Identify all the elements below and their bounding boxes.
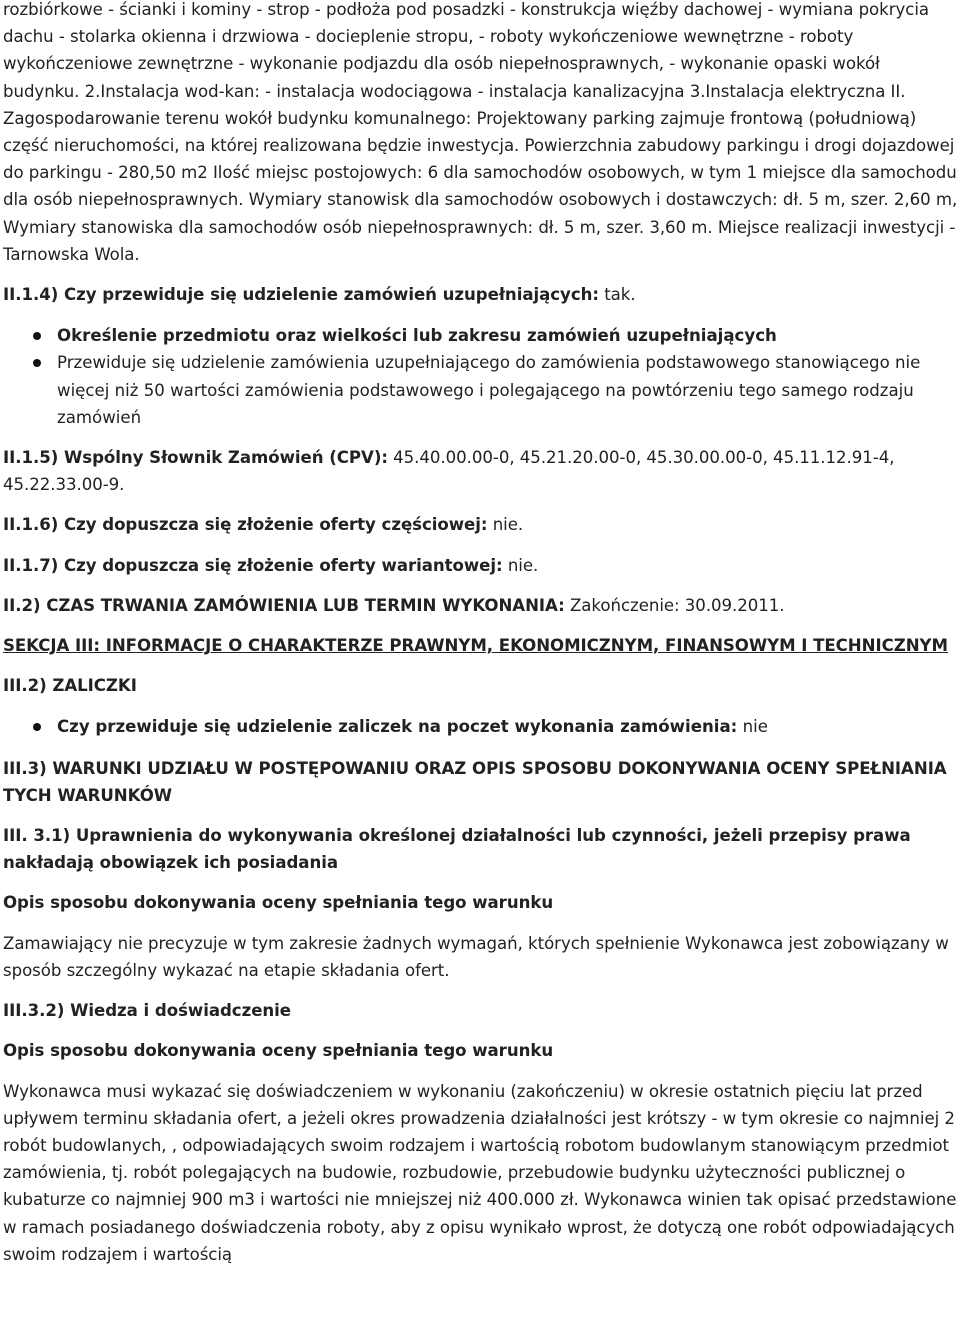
section-ii-1-4-label: II.1.4) Czy przewiduje się udzielenie zamówień uzupełniających: (3, 285, 599, 305)
bullet-icon (33, 332, 41, 340)
bullet-icon (33, 359, 41, 367)
section-ii-1-7-label: II.1.7) Czy dopuszcza się złożenie oferty wariantowej: (3, 555, 503, 575)
section-ii-1-5-value: 45.40.00.00-0, 45.21.20.00-0, 45.30.00.00-0, 45.11.12.91-4, 45.22.33.00-9. (3, 448, 895, 495)
section-ii-1-4-value: tak. (604, 285, 636, 305)
section-ii-1-5 (3, 444, 960, 498)
section-iii-title: SEKCJA III: INFORMACJE O CHARAKTERZE PRAWNYM, EKONOMICZNYM, FINANSOWYM I TECHNICZNYM (3, 636, 948, 656)
supplementary-text: Przewiduje się udzielenie zamówienia uzupełniającego do zamówienia podstawowego stanowiącego nie więcej niż 50 wartości zamówienia podstawowego i polegającego na powtórzeniu tego samego rodzaju zamówień (57, 353, 921, 427)
list-item (57, 322, 960, 349)
section-iii-3-1-heading: III. 3.1) Uprawnienia do wykonywania określonej działalności lub czynności, jeżeli przepisy prawa nakładają obowiązek ich posiadania (3, 826, 911, 873)
section-ii-1-4 (3, 281, 960, 308)
section-ii-2-value: Zakończenie: 30.09.2011. (569, 595, 785, 615)
supplementary-list (3, 322, 960, 431)
section-ii-1-7-value: nie. (507, 555, 539, 575)
supplementary-heading: Określenie przedmiotu oraz wielkości lub zakresu zamówień uzupełniających (57, 326, 777, 346)
section-ii-1-7 (3, 552, 960, 579)
intro-paragraph: rozbiórkowe - ścianki i kominy - strop - podłoża pod posadzki - konstrukcja więźby dachowej - wymiana pokrycia dachu - stolarka okienna i drzwiowa - docieplenie stropu, - roboty wykończeniowe wewnętrzne - roboty wykończeniowe zewnętrzne - wykonanie podjazdu dla osób niepełnosprawnych, - wykonanie opaski wokół budynku. 2.Instalacja wod-kan: - instalacja wodociągowa - instalacja kanalizacyjna 3.Instalacja elektryczna II. Zagospodarowanie terenu wokół budynku komunalnego: Projektowany parking zajmuje frontową (południową) część nieruchomości, na której realizowana będzie inwestycja. Powierzchnia zabudowy parkingu i drogi dojazdowej do parkingu - 280,50 m2 Ilość miejsc postojowych: 6 dla samochodów osobowych, w tym 1 miejsce dla samochodu dla osób niepełnosprawnych. Wymiary stanowisk dla samochodów osobowych i dostawczych: dł. 5 m, szer. 2,60 m, Wymiary stanowiska dla samochodów osób niepełnosprawnych: dł. 5 m, szer. 3,60 m. Miejsce realizacji inwestycji - Tarnowska Wola. (3, 0, 958, 264)
advance-list (3, 713, 960, 740)
section-iii-3-2-heading: III.3.2) Wiedza i doświadczenie (3, 1001, 292, 1021)
section-iii-3-2-subheading: Opis sposobu dokonywania oceny spełniania tego warunku (3, 1041, 554, 1061)
section-ii-1-5-label: II.1.5) Wspólny Słownik Zamówień (CPV): (3, 448, 388, 468)
section-ii-1-6-value: nie. (492, 515, 524, 535)
advance-answer: nie (742, 717, 768, 737)
section-iii-3-heading: III.3) WARUNKI UDZIAŁU W POSTĘPOWANIU ORAZ OPIS SPOSOBU DOKONYWANIA OCENY SPEŁNIANIA TYCH WARUNKÓW (3, 758, 947, 805)
list-item (57, 713, 960, 740)
bullet-icon (33, 723, 41, 731)
advance-question: Czy przewiduje się udzielenie zaliczek na poczet wykonania zamówienia: (57, 717, 738, 737)
section-ii-2-label: II.2) CZAS TRWANIA ZAMÓWIENIA LUB TERMIN WYKONANIA: (3, 595, 565, 615)
section-ii-1-6-label: II.1.6) Czy dopuszcza się złożenie oferty częściowej: (3, 515, 488, 535)
list-item (57, 349, 960, 431)
section-ii-2 (3, 592, 960, 619)
section-ii-1-6 (3, 511, 960, 538)
section-iii-3-2-text: Wykonawca musi wykazać się doświadczeniem w wykonaniu (zakończeniu) w okresie ostatnich pięciu lat przed upływem terminu składania ofert, a jeżeli okres prowadzenia działalności jest krótszy - w tym okresie co najmniej 2 robót budowlanych, , odpowiadających swoim rodzajem i wartością robotom budowlanym stanowiącym przedmiot zamówienia, tj. robót polegających na budowie, rozbudowie, przebudowie budynku użyteczności publicznej o kubaturze co najmniej 900 m3 i wartości nie mniejszej niż 400.000 zł. Wykonawca winien tak opisać przedstawione w ramach posiadanego doświadczenia roboty, aby z opisu wynikało wprost, że dotyczą one robót odpowiadających swoim rodzajem i wartością (3, 1081, 957, 1264)
section-iii-2-heading: III.2) ZALICZKI (3, 676, 137, 696)
section-iii-3-1-text: Zamawiający nie precyzuje w tym zakresie żadnych wymagań, których spełnienie Wykonawca jest zobowiązany w sposób szczególny wykazać na etapie składania ofert. (3, 933, 949, 980)
section-iii-3-1-subheading: Opis sposobu dokonywania oceny spełniania tego warunku (3, 893, 554, 913)
